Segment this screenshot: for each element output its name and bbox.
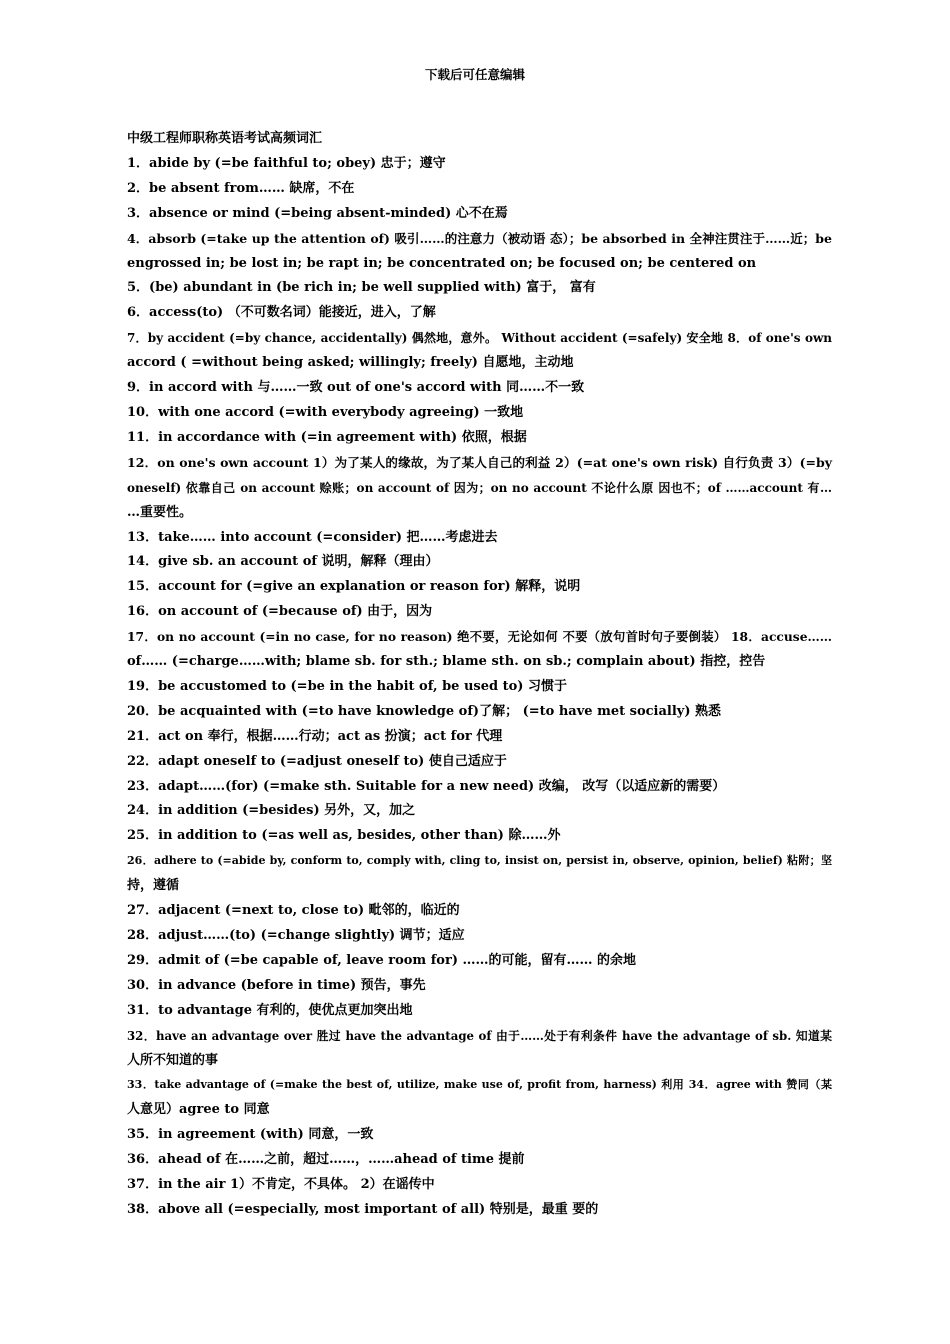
vocabulary-line: 14．give sb. an account of 说明，解释（理由） xyxy=(127,554,439,570)
vocabulary-line: 4．absorb (=take up the attention of) 吸引……的注意力（被动语 态）；be absorbed in 全神注贯注于……近；be xyxy=(127,230,832,246)
vocabulary-line: of…… (=charge……with; blame sb. for sth.; blame sth. on sb.; complain about) 指控，控告 xyxy=(127,654,766,670)
vocabulary-line: 33．take advantage of (=make the best of, utilize, make use of, profit from, harness) 利用 34．agree with 赞同（某 xyxy=(127,1078,832,1092)
vocabulary-line: 25．in addition to (=as well as, besides, other than) 除……外 xyxy=(127,828,561,844)
vocabulary-line: 9．in accord with 与……一致 out of one's accord with 同……不一致 xyxy=(127,380,585,396)
vocabulary-line: 32．have an advantage over 胜过 have the advantage of 由于……处于有利条件 have the advantage of sb. 知道某 xyxy=(127,1028,832,1043)
vocabulary-line: 6．access(to) （不可数名词）能接近，进入，了解 xyxy=(127,305,436,321)
vocabulary-line: 人意见）agree to 同意 xyxy=(127,1102,270,1118)
vocabulary-line: accord ( =without being asked; willingly; freely) 自愿地，主动地 xyxy=(127,355,574,371)
document-body xyxy=(127,127,832,1223)
vocabulary-line: 持，遵循 xyxy=(127,878,180,894)
page-header: 下载后可任意编辑 xyxy=(424,67,525,82)
vocabulary-line: 10．with one accord (=with everybody agreeing) 一致地 xyxy=(127,404,524,420)
vocabulary-line: 15．account for (=give an explanation or reason for) 解释，说明 xyxy=(127,579,581,595)
vocabulary-line: engrossed in; be lost in; be rapt in; be concentrated on; be focused on; be centered on xyxy=(127,255,757,271)
vocabulary-line: 5．(be) abundant in (be rich in; be well supplied with) 富于， 富有 xyxy=(127,280,596,296)
vocabulary-line: 37．in the air 1）不肯定，不具体。 2）在谣传中 xyxy=(127,1177,435,1193)
vocabulary-line: 1．abide by (=be faithful to; obey) 忠于；遵守 xyxy=(127,155,446,171)
vocabulary-line: 30．in advance (before in time) 预告，事先 xyxy=(127,977,426,993)
vocabulary-line: 19．be accustomed to (=be in the habit of, be used to) 习惯于 xyxy=(127,678,567,694)
vocabulary-list xyxy=(127,152,832,1223)
vocabulary-line: 2．be absent from…… 缺席，不在 xyxy=(127,180,355,196)
vocabulary-line: 人所不知道的事 xyxy=(127,1052,219,1068)
vocabulary-line: 23．adapt……(for) (=make sth. Suitable for a new need) 改编， 改写（以适应新的需要） xyxy=(127,778,726,794)
vocabulary-line: 11．in accordance with (=in agreement with) 依照，根据 xyxy=(127,429,527,445)
vocabulary-line: 22．adapt oneself to (=adjust oneself to) 使自己适应于 xyxy=(127,753,507,769)
vocabulary-line: oneself) 依靠自己 on account 赊账；on account of 因为；on no account 不论什么原 因也不；of ……account 有… xyxy=(127,480,832,495)
vocabulary-line: 29．admit of (=be capable of, leave room for) ……的可能，留有…… 的余地 xyxy=(127,952,637,968)
vocabulary-line: …重要性。 xyxy=(127,504,193,520)
vocabulary-line: 17．on no account (=in no case, for no reason) 绝不要，无论如何 不要（放句首时句子要倒装） 18．accuse…… xyxy=(127,629,832,645)
document-title: 中级工程师职称英语考试高频词汇 xyxy=(127,131,323,146)
vocabulary-line: 28．adjust……(to) (=change slightly) 调节；适应 xyxy=(127,928,465,943)
vocabulary-line: 24．in addition (=besides) 另外，又，加之 xyxy=(127,803,416,819)
vocabulary-line: 13．take…… into account (=consider) 把……考虑进去 xyxy=(127,529,498,545)
vocabulary-line: 3．absence or mind (=being absent-minded) 心不在焉 xyxy=(127,205,508,221)
vocabulary-line: 16．on account of (=because of) 由于，因为 xyxy=(127,604,433,620)
vocabulary-line: 38．above all (=especially, most important of all) 特别是，最重 要的 xyxy=(127,1201,599,1217)
vocabulary-line: 21．act on 奉行，根据……行动；act as 扮演；act for 代理 xyxy=(127,728,503,744)
vocabulary-line: 36．ahead of 在……之前，超过……，……ahead of time 提前 xyxy=(127,1152,525,1168)
vocabulary-line: 27．adjacent (=next to, close to) 毗邻的，临近的 xyxy=(127,903,460,919)
vocabulary-line: 35．in agreement (with) 同意，一致 xyxy=(127,1127,374,1143)
vocabulary-line: 26．adhere to (=abide by, conform to, comply with, cling to, insist on, persist in, observe, opinion, belief) 粘附；坚 xyxy=(127,854,832,868)
vocabulary-line: 31．to advantage 有利的，使优点更加突出地 xyxy=(127,1002,413,1018)
vocabulary-line: 7．by accident (=by chance, accidentally) 偶然地，意外。 Without accident (=safely) 安全地 8．of one's own xyxy=(127,331,832,346)
vocabulary-line: 12．on one's own account 1）为了某人的缘故，为了某人自己的利益 2）(=at one's own risk) 自行负责 3）(=by xyxy=(127,454,832,470)
vocabulary-line: 20．be acquainted with (=to have knowledge of)了解； (=to have met socially) 熟悉 xyxy=(127,703,721,719)
